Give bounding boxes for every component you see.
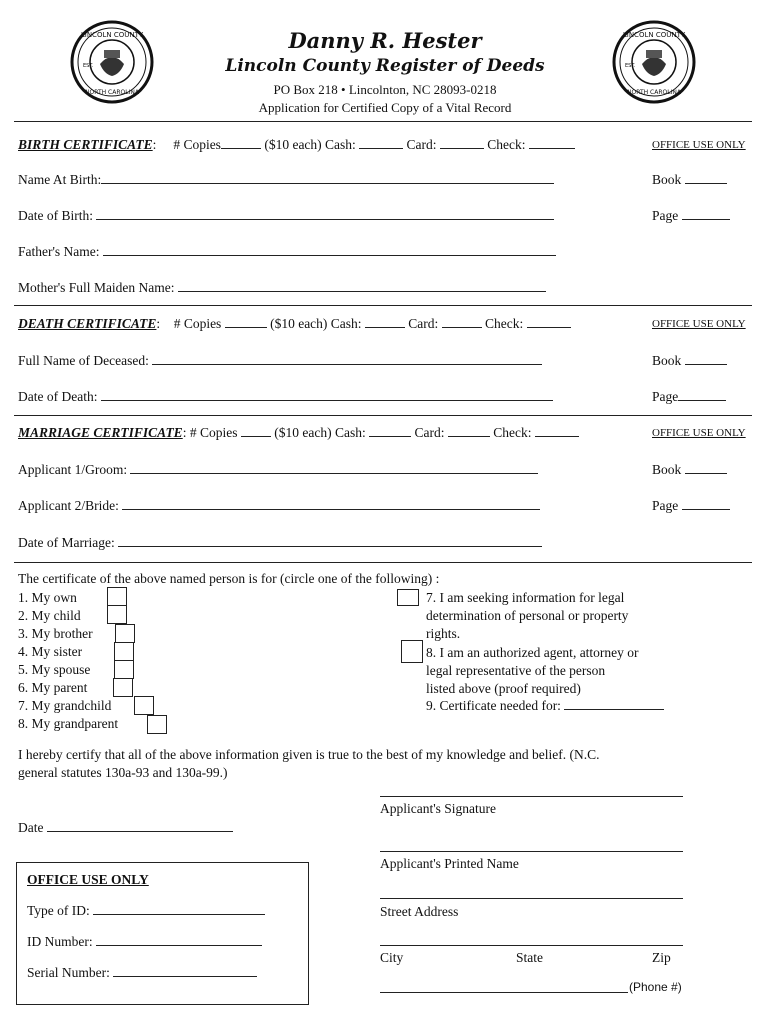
father-row bbox=[18, 244, 556, 260]
certificate-needed-for-field[interactable] bbox=[564, 698, 664, 710]
death-office-use: OFFICE USE ONLY bbox=[652, 318, 746, 330]
mother-label: Mother's Full Maiden Name: bbox=[18, 280, 175, 295]
relationship-option: 4. My sister bbox=[18, 644, 83, 659]
svg-text:NORTH CAROLINA: NORTH CAROLINA bbox=[627, 89, 681, 96]
death-copies-label: # Copies bbox=[173, 316, 222, 331]
marriage-header-row: MARRIAGE CERTIFICATE: # Copies ($10 each) Cash: Card: Check: bbox=[18, 425, 579, 441]
birth-header-row: BIRTH CERTIFICATE: # Copies ($10 each) Cash: Card: Check: bbox=[18, 137, 575, 153]
option8-line: 8. I am an authorized agent, attorney or bbox=[426, 645, 639, 660]
svg-text:NORTH CAROLINA: NORTH CAROLINA bbox=[85, 89, 139, 96]
svg-text:EST.: EST. bbox=[83, 63, 94, 69]
relationship-option: 2. My child bbox=[18, 608, 81, 623]
marriage-office-use: OFFICE USE ONLY bbox=[652, 427, 746, 439]
death-book-row bbox=[652, 353, 727, 369]
death-cash-label: ($10 each) Cash: bbox=[270, 316, 362, 331]
id-number-row bbox=[27, 934, 262, 950]
option7-line: determination of personal or property bbox=[426, 608, 629, 623]
dod-field[interactable] bbox=[101, 389, 553, 401]
relationship-option: 7. My grandchild bbox=[18, 698, 112, 713]
register-name: Danny R. Hester bbox=[288, 28, 482, 53]
death-check-label: Check: bbox=[485, 316, 524, 331]
father-field[interactable] bbox=[103, 244, 556, 256]
city-label: City bbox=[380, 950, 404, 965]
checkbox-my-grandparent[interactable] bbox=[147, 715, 167, 734]
death-cash-field[interactable] bbox=[365, 316, 405, 328]
option7-text bbox=[426, 589, 628, 643]
relationship-option: 3. My brother bbox=[18, 626, 93, 641]
printed-name-label: Applicant's Printed Name bbox=[380, 856, 519, 871]
death-card-field[interactable] bbox=[442, 316, 482, 328]
death-check-field[interactable] bbox=[527, 316, 571, 328]
option8-text bbox=[426, 644, 639, 698]
divider bbox=[14, 562, 752, 563]
marriage-check-label: Check: bbox=[493, 425, 532, 440]
marriage-cash-field[interactable] bbox=[369, 425, 411, 437]
applicant2-label: Applicant 2/Bride: bbox=[18, 498, 119, 513]
death-card-label: Card: bbox=[408, 316, 439, 331]
office-title: Lincoln County Register of Deeds bbox=[225, 56, 545, 76]
divider bbox=[14, 121, 752, 122]
svg-text:LINCOLN COUNTY: LINCOLN COUNTY bbox=[622, 31, 686, 39]
marriage-card-label: Card: bbox=[414, 425, 445, 440]
birth-cash-label: ($10 each) Cash: bbox=[264, 137, 356, 152]
relationship-left-list bbox=[18, 589, 118, 733]
applicant1-label: Applicant 1/Groom: bbox=[18, 462, 128, 477]
id-type-label: Type of ID: bbox=[27, 903, 90, 918]
marriage-card-field[interactable] bbox=[448, 425, 490, 437]
marriage-book-label: Book bbox=[652, 462, 682, 477]
marriage-date-row bbox=[18, 535, 542, 551]
phone-line[interactable] bbox=[380, 992, 628, 993]
option7-line: 7. I am seeking information for legal bbox=[426, 590, 625, 605]
office-box-heading: OFFICE USE ONLY bbox=[27, 872, 149, 887]
form-subtitle: Application for Certified Copy of a Vital Record bbox=[258, 100, 512, 115]
printed-name-line[interactable] bbox=[380, 851, 683, 852]
death-book-field[interactable] bbox=[685, 353, 727, 365]
marriage-date-field[interactable] bbox=[118, 535, 542, 547]
marriage-check-field[interactable] bbox=[535, 425, 579, 437]
date-row bbox=[18, 820, 233, 836]
marriage-cash-label: ($10 each) Cash: bbox=[274, 425, 366, 440]
birth-copies-label: # Copies bbox=[173, 137, 221, 152]
applicant1-field[interactable] bbox=[130, 462, 538, 474]
divider bbox=[14, 415, 752, 416]
serial-number-field[interactable] bbox=[113, 965, 257, 977]
birth-check-field[interactable] bbox=[529, 137, 575, 149]
birth-cash-field[interactable] bbox=[359, 137, 403, 149]
relationship-option: 6. My parent bbox=[18, 680, 88, 695]
zip-label: Zip bbox=[652, 950, 671, 965]
office-address: PO Box 218 • Lincolnton, NC 28093-0218 bbox=[273, 82, 497, 97]
birth-page-field[interactable] bbox=[682, 208, 730, 220]
option7-line: rights. bbox=[426, 626, 461, 641]
dob-label: Date of Birth: bbox=[18, 208, 93, 223]
certify-line2: general statutes 130a-93 and 130a-99.) bbox=[18, 765, 228, 780]
id-number-label: ID Number: bbox=[27, 934, 93, 949]
applicant2-field[interactable] bbox=[122, 498, 540, 510]
phone-label: (Phone #) bbox=[629, 980, 682, 994]
mother-row bbox=[18, 280, 546, 296]
divider bbox=[14, 305, 752, 306]
relationship-option: 1. My own bbox=[18, 590, 77, 605]
checkbox-my-own[interactable] bbox=[107, 587, 127, 606]
birth-card-label: Card: bbox=[406, 137, 437, 152]
state-label: State bbox=[516, 950, 543, 965]
option9-label: 9. Certificate needed for: bbox=[426, 698, 561, 713]
checkbox-legal-info[interactable] bbox=[397, 589, 419, 606]
serial-number-row bbox=[27, 965, 257, 981]
dod-label: Date of Death: bbox=[18, 389, 98, 404]
birth-card-field[interactable] bbox=[440, 137, 484, 149]
signature-line[interactable] bbox=[380, 796, 683, 797]
checkbox-my-sister[interactable] bbox=[114, 642, 134, 661]
checkbox-my-parent[interactable] bbox=[113, 678, 133, 697]
marriage-date-label: Date of Marriage: bbox=[18, 535, 115, 550]
death-page-field[interactable] bbox=[678, 389, 726, 401]
birth-heading: BIRTH CERTIFICATE bbox=[18, 137, 153, 152]
marriage-book-row bbox=[652, 462, 727, 478]
certify-line1: I hereby certify that all of the above information given is true to the best of my knowledge and belief. (N.C. bbox=[18, 747, 600, 762]
birth-check-label: Check: bbox=[487, 137, 526, 152]
relationship-option: 5. My spouse bbox=[18, 662, 91, 677]
checkbox-my-grandchild[interactable] bbox=[134, 696, 154, 715]
name-at-birth-label: Name At Birth: bbox=[18, 172, 102, 187]
marriage-page-label: Page bbox=[652, 498, 679, 513]
birth-copies-field[interactable] bbox=[221, 137, 261, 149]
birth-page-row bbox=[652, 208, 730, 224]
street-address-line[interactable] bbox=[380, 898, 683, 899]
birth-page-label: Page bbox=[652, 208, 679, 223]
name-at-birth-row bbox=[18, 172, 554, 188]
birth-book-field[interactable] bbox=[685, 172, 727, 184]
birth-office-use: OFFICE USE ONLY bbox=[652, 139, 746, 151]
deceased-label: Full Name of Deceased: bbox=[18, 353, 149, 368]
street-address-label: Street Address bbox=[380, 904, 459, 919]
id-type-row bbox=[27, 903, 265, 919]
marriage-page-field[interactable] bbox=[682, 498, 730, 510]
option8-line: legal representative of the person bbox=[426, 663, 606, 678]
birth-book-label: Book bbox=[652, 172, 682, 187]
option9-row bbox=[426, 698, 664, 714]
marriage-heading: MARRIAGE CERTIFICATE bbox=[18, 425, 183, 440]
serial-number-label: Serial Number: bbox=[27, 965, 110, 980]
relationship-option: 8. My grandparent bbox=[18, 716, 119, 731]
death-copies-field[interactable] bbox=[225, 316, 267, 328]
dod-row bbox=[18, 389, 553, 405]
applicant1-row bbox=[18, 462, 538, 478]
applicant2-row bbox=[18, 498, 540, 514]
name-at-birth-field[interactable] bbox=[101, 172, 554, 184]
svg-text:LINCOLN COUNTY: LINCOLN COUNTY bbox=[80, 31, 144, 39]
checkbox-authorized-agent[interactable] bbox=[401, 640, 423, 663]
city-state-zip-line[interactable] bbox=[380, 945, 683, 946]
id-number-field[interactable] bbox=[96, 934, 262, 946]
father-label: Father's Name: bbox=[18, 244, 100, 259]
birth-book-row bbox=[652, 172, 727, 188]
date-label: Date bbox=[18, 820, 44, 835]
death-heading: DEATH CERTIFICATE bbox=[18, 316, 157, 331]
marriage-copies-field[interactable] bbox=[241, 425, 271, 437]
date-field[interactable] bbox=[47, 820, 233, 832]
checkbox-my-child[interactable] bbox=[107, 605, 127, 624]
death-page-label: Page bbox=[652, 389, 679, 404]
dob-field[interactable] bbox=[96, 208, 554, 220]
deceased-row bbox=[18, 353, 542, 369]
checkbox-my-brother[interactable] bbox=[115, 624, 135, 643]
signature-label: Applicant's Signature bbox=[380, 801, 497, 816]
id-type-field[interactable] bbox=[93, 903, 265, 915]
checkbox-my-spouse[interactable] bbox=[114, 660, 134, 679]
mother-field[interactable] bbox=[178, 280, 546, 292]
relationship-intro: The certificate of the above named person is for (circle one of the following) : bbox=[18, 571, 440, 586]
death-page-row bbox=[652, 389, 726, 405]
death-book-label: Book bbox=[652, 353, 682, 368]
marriage-copies-label: # Copies bbox=[189, 425, 238, 440]
deceased-field[interactable] bbox=[152, 353, 542, 365]
option8-line: listed above (proof required) bbox=[426, 681, 581, 696]
death-header-row: DEATH CERTIFICATE: # Copies ($10 each) Cash: Card: Check: bbox=[18, 316, 571, 332]
marriage-book-field[interactable] bbox=[685, 462, 727, 474]
marriage-page-row bbox=[652, 498, 730, 514]
svg-text:EST.: EST. bbox=[625, 63, 636, 69]
dob-row bbox=[18, 208, 554, 224]
